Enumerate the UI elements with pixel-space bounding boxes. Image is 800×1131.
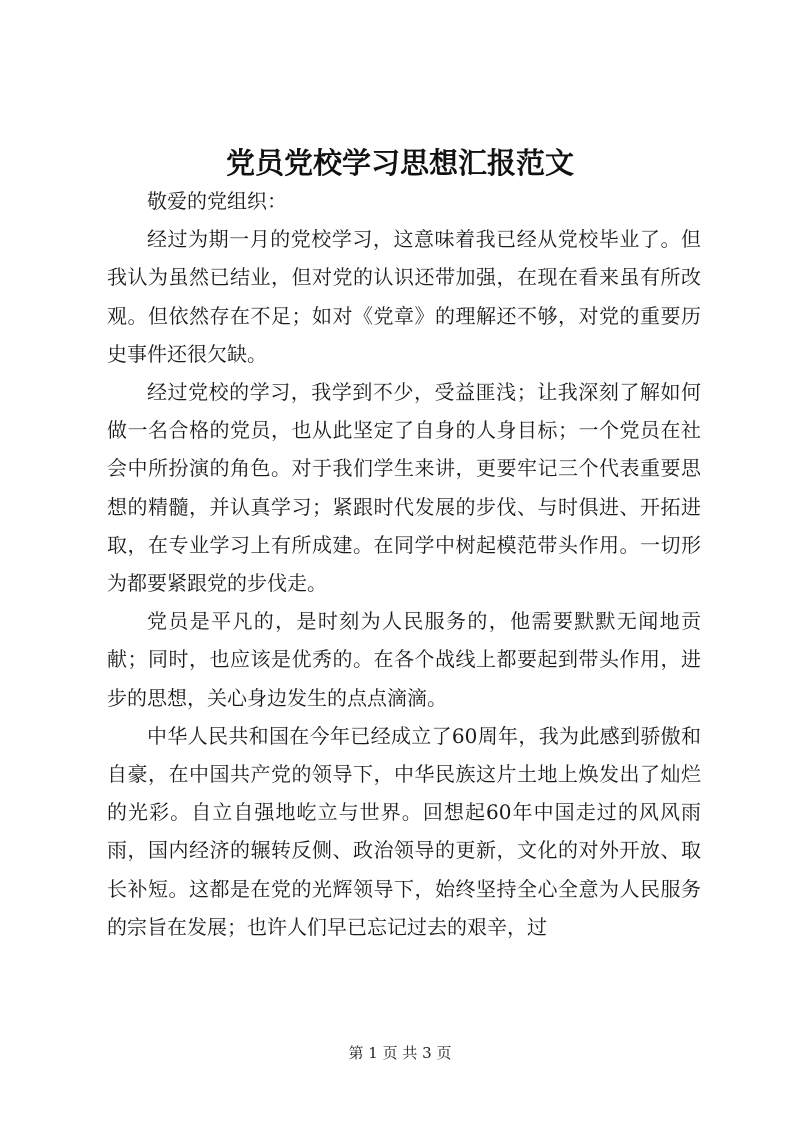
paragraph-2: 经过党校的学习，我学到不少，受益匪浅；让我深刻了解如何做一名合格的党员，也从此坚定了自身的人身目标；一个党员在社会中所扮演的角色。对于我们学生来讲，更要牢记三个代表重要思想的精髓，并认真学习；紧跟时代发展的步伐、与时俱进、开拓进取，在专业学习上有所成建。在同学中树起模范带头作用。一切形为都要紧跟党的步伐走。 xyxy=(107,380,701,596)
document-title: 党员党校学习思想汇报范文 xyxy=(225,146,574,180)
salutation: 敬爱的党组织： xyxy=(147,189,287,213)
document-body xyxy=(107,182,701,946)
page-footer: 第 1 页 共 3 页 xyxy=(348,1044,452,1062)
paragraph-4: 中华人民共和国在今年已经成立了60周年，我为此感到骄傲和自豪，在中国共产党的领导下，中华民族这片土地上焕发出了灿烂的光彩。自立自强地屹立与世界。回想起60年中国走过的风风雨雨，国内经济的辗转反侧、政治领导的更新，文化的对外开放、取长补短。这都是在党的光辉领导下，始终坚持全心全意为人民服务的宗旨在发展；也许人们早已忘记过去的艰辛，过 xyxy=(107,723,701,939)
paragraph-3: 党员是平凡的，是时刻为人民服务的，他需要默默无闻地贡献；同时，也应该是优秀的。在各个战线上都要起到带头作用，进步的思想，关心身边发生的点点滴滴。 xyxy=(107,609,701,710)
paragraph-1: 经过为期一月的党校学习，这意味着我已经从党校毕业了。但我认为虽然已结业，但对党的认识还带加强，在现在看来虽有所改观。但依然存在不足；如对《党章》的理解还不够，对党的重要历史事件还很欠缺。 xyxy=(107,227,701,366)
